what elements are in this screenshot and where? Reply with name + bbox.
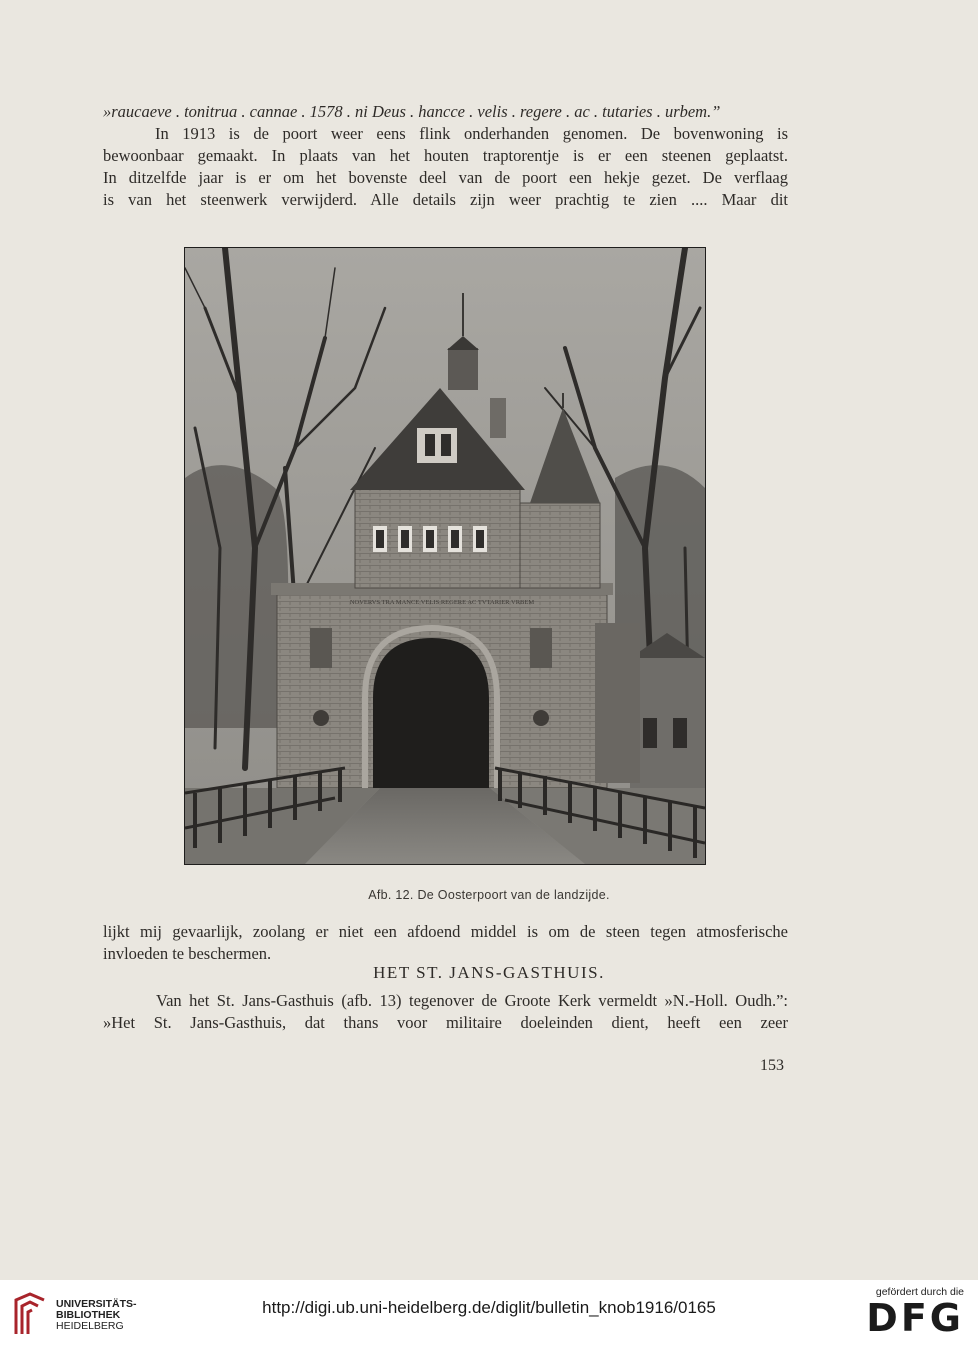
section-heading: HET ST. JANS-GASTHUIS. <box>373 963 605 982</box>
figure-caption: Afb. 12. De Oosterpoort van de landzijde. <box>368 888 610 902</box>
funder-note: gefördert durch die <box>875 1286 964 1298</box>
text-line: lijkt mij gevaarlijk, zoolang er niet een afdoend middel is om de steen tegen atmosferische <box>103 922 788 941</box>
dfg-logo-text: DFG <box>866 1296 964 1340</box>
library-name-line: HEIDELBERG <box>56 1319 124 1332</box>
photo-plate-oosterpoort <box>184 247 706 865</box>
text-line: In 1913 is de poort weer eens flink onderhanden genomen. De bovenwoning is <box>155 124 788 143</box>
text-line: In ditzelfde jaar is er om het bovenste deel van de poort een hekje gezet. De verflaag <box>103 168 788 187</box>
body-text-top <box>103 101 788 211</box>
page-number: 153 <box>760 1057 784 1074</box>
text-line: »Het St. Jans-Gasthuis, dat thans voor militaire doeleinden dient, heeft een zeer <box>103 1013 788 1032</box>
funder-logo[interactable] <box>866 1286 964 1338</box>
text-line: invloeden te beschermen. <box>103 944 272 963</box>
permalink-url[interactable]: http://digi.ub.uni-heidelberg.de/diglit/bulletin_knob1916/0165 <box>262 1298 716 1317</box>
viewer-footer <box>0 1280 978 1350</box>
body-text-end <box>103 990 788 1034</box>
gate-inscription: NOVERVS TRA MANCE VELIS REGERE AC TVTARIER VRBEM <box>349 599 535 606</box>
text-line: »raucaeve . tonitrua . cannae . 1578 . ni Deus . hancce . velis . regere . ac . tutaries . urbem.” <box>103 102 721 121</box>
gate-photograph <box>185 248 705 864</box>
text-line: bewoonbaar gemaakt. In plaats van het houten traptorentje is er een steenen geplaatst. <box>103 146 788 165</box>
library-name-line: UNIVERSITÄTS- <box>56 1297 137 1310</box>
library-name-line: BIBLIOTHEK <box>56 1308 121 1321</box>
text-line: is van het steenwerk verwijderd. Alle details zijn weer prachtig te zien .... Maar dit <box>103 190 788 209</box>
body-text-bottom <box>103 921 788 965</box>
text-line: Van het St. Jans-Gasthuis (afb. 13) tegenover de Groote Kerk vermeldt »N.-Holl. Oudh.”: <box>156 991 788 1010</box>
